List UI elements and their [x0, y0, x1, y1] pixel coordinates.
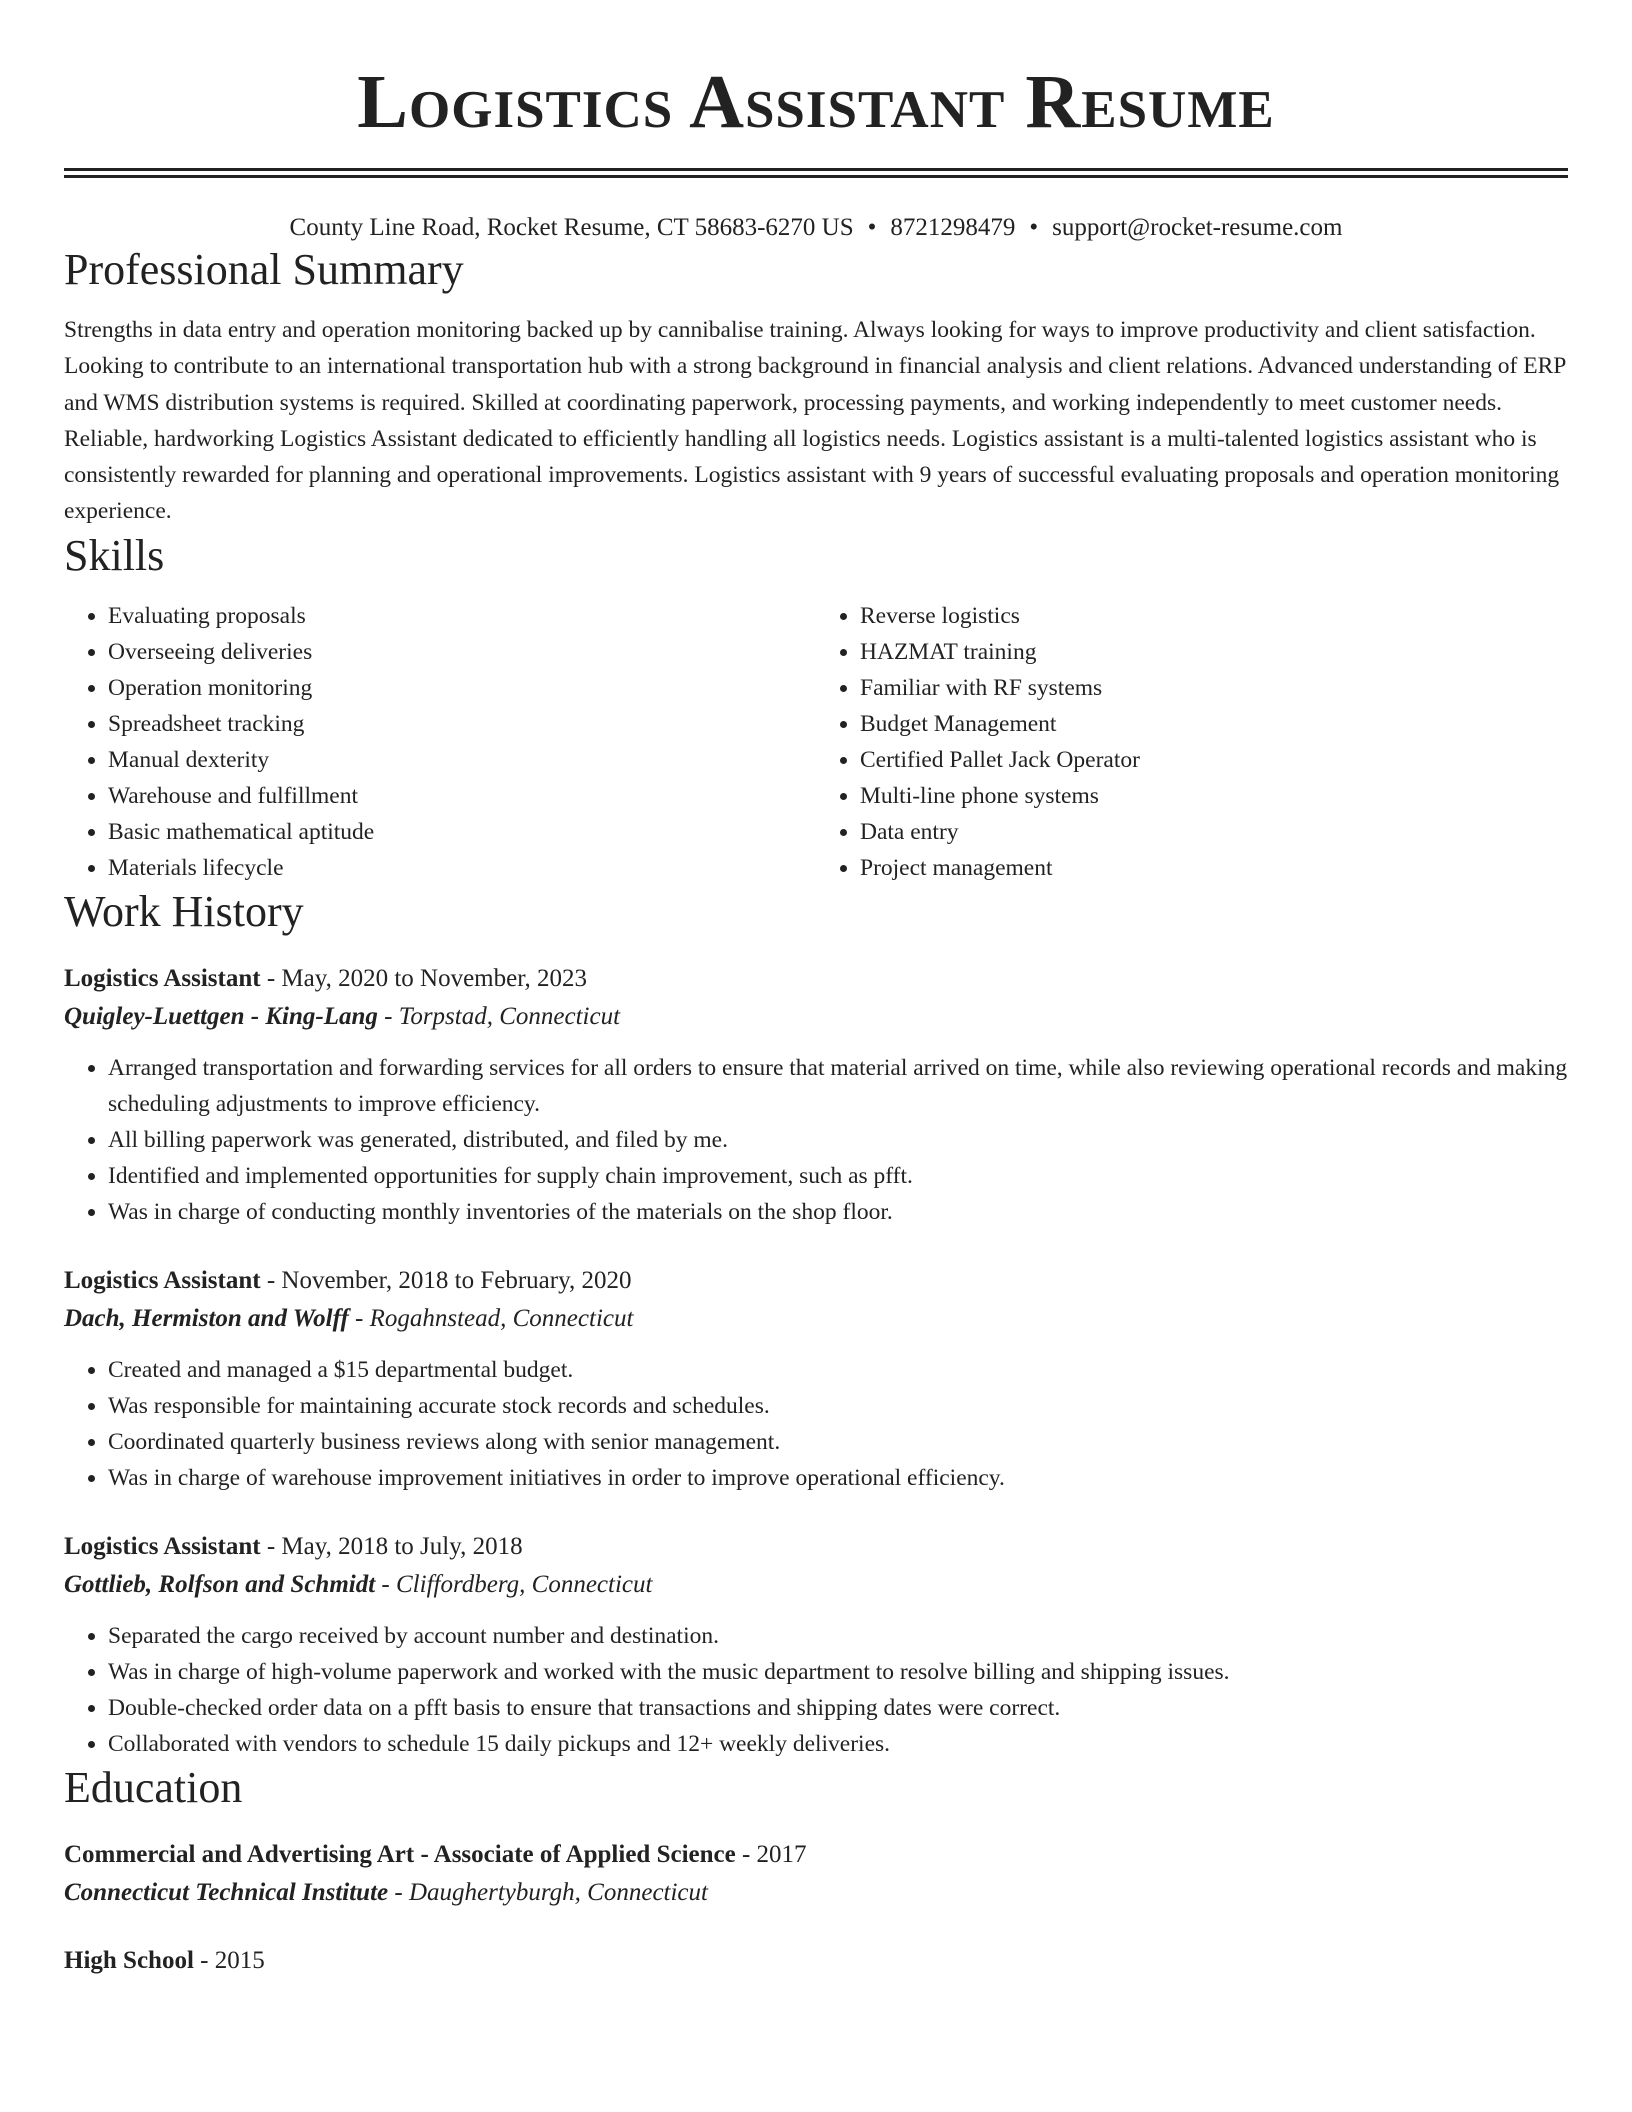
job-company-line [64, 1300, 1568, 1338]
job-bullet: • Was in charge of high-volume paperwork and worked with the music department to resolve billing and shipping issues. [108, 1654, 1568, 1690]
job-entry [64, 1528, 1568, 1762]
contact-line [64, 212, 1568, 244]
skill-item: • Multi-line phone systems [860, 778, 1568, 814]
job-bullets [64, 1618, 1568, 1762]
education-year: - 2015 [193, 1946, 265, 1974]
page-title: Logistics Assistant Resume [357, 60, 1275, 144]
education-degree: Commercial and Advertising Art - Associate of Applied Science [64, 1840, 736, 1868]
education-entry [64, 1836, 1568, 1912]
contact-separator: • [1029, 214, 1039, 241]
title-divider [64, 168, 1568, 178]
summary-heading: Professional Summary [64, 245, 464, 294]
job-bullet: • Identified and implemented opportunities for supply chain improvement, such as pfft. [108, 1158, 1568, 1194]
job-company-line [64, 998, 1568, 1036]
work-history-heading: Work History [64, 886, 304, 936]
skill-item: • Evaluating proposals [108, 598, 816, 634]
education-degree-line [64, 1836, 1568, 1874]
job-bullet: • Coordinated quarterly business reviews along with senior management. [108, 1424, 1568, 1460]
job-location: - Cliffordberg, Connecticut [375, 1570, 653, 1598]
job-location: - Torpstad, Connecticut [377, 1002, 621, 1030]
skills-heading: Skills [64, 530, 165, 580]
education-school: Connecticut Technical Institute [64, 1878, 389, 1906]
skill-item: • Reverse logistics [860, 598, 1568, 634]
job-entry [64, 1262, 1568, 1496]
skill-item: • Materials lifecycle [108, 850, 816, 886]
skill-item: • Budget Management [860, 706, 1568, 742]
job-title: Logistics Assistant [64, 1532, 261, 1560]
skill-item: • Basic mathematical aptitude [108, 814, 816, 850]
skill-item: • Project management [860, 850, 1568, 886]
job-bullet: • Was in charge of warehouse improvement initiatives in order to improve operational efficiency. [108, 1460, 1568, 1496]
job-dates: - May, 2020 to November, 2023 [260, 964, 588, 992]
job-bullet: • Was in charge of conducting monthly inventories of the materials on the shop floor. [108, 1194, 1568, 1230]
education-school-line [64, 1874, 1568, 1912]
job-company: Quigley-Luettgen - King-Lang [64, 1002, 378, 1030]
job-bullet: • Was responsible for maintaining accurate stock records and schedules. [108, 1388, 1568, 1424]
job-title-line [64, 960, 1568, 998]
job-company-line [64, 1566, 1568, 1604]
job-bullets [64, 1050, 1568, 1230]
skill-item: • Warehouse and fulfillment [108, 778, 816, 814]
job-company: Gottlieb, Rolfson and Schmidt [64, 1570, 376, 1598]
job-entry [64, 960, 1568, 1230]
job-bullet: • Double-checked order data on a pfft basis to ensure that transactions and shipping dates were correct. [108, 1690, 1568, 1726]
job-bullets [64, 1352, 1568, 1496]
job-title-line [64, 1528, 1568, 1566]
contact-email: support@rocket-resume.com [1052, 214, 1343, 241]
job-bullet: • Arranged transportation and forwarding services for all orders to ensure that material arrived on time, while also reviewing operational records and making scheduling adjustments to improve efficiency. [108, 1050, 1568, 1122]
skill-item: • Operation monitoring [108, 670, 816, 706]
contact-address: County Line Road, Rocket Resume, CT 58683-6270 US [289, 214, 854, 241]
job-title: Logistics Assistant [64, 1266, 261, 1294]
skill-item: • HAZMAT training [860, 634, 1568, 670]
job-bullet: • Collaborated with vendors to schedule 15 daily pickups and 12+ weekly deliveries. [108, 1726, 1568, 1762]
job-bullet: • Separated the cargo received by account number and destination. [108, 1618, 1568, 1654]
job-dates: - November, 2018 to February, 2020 [260, 1266, 632, 1294]
job-title: Logistics Assistant [64, 964, 261, 992]
skills-list [64, 598, 1568, 886]
job-bullet: • Created and managed a $15 departmental budget. [108, 1352, 1568, 1388]
contact-phone: 8721298479 [890, 214, 1016, 241]
education-heading: Education [64, 1762, 243, 1812]
education-location: - Daughertyburgh, Connecticut [388, 1878, 708, 1906]
skill-item: • Data entry [860, 814, 1568, 850]
job-location: - Rogahnstead, Connecticut [348, 1304, 634, 1332]
education-year: - 2017 [735, 1840, 807, 1868]
skill-item: • Overseeing deliveries [108, 634, 816, 670]
summary-text: Strengths in data entry and operation monitoring backed up by cannibalise training. Always looking for ways to improve productivity and client satisfaction. Looking to contribute to an international transportation hub with a strong background in financial analysis and client relations. Advanced understanding of ERP and WMS distribution systems is required. Skilled at coordinating paperwork, processing payments, and working independently to meet customer needs. Reliable, hardworking Logistics Assistant dedicated to efficiently handling all logistics needs. Logistics assistant is a multi-talented logistics assistant who is consistently rewarded for planning and operational improvements. Logistics assistant with 9 years of successful evaluating proposals and operation monitoring experience. [64, 317, 1566, 525]
job-dates: - May, 2018 to July, 2018 [260, 1532, 523, 1560]
job-company: Dach, Hermiston and Wolff [64, 1304, 349, 1332]
skills-column-left [64, 598, 816, 886]
skill-item: • Manual dexterity [108, 742, 816, 778]
skills-column-right [816, 598, 1568, 886]
skill-item: • Familiar with RF systems [860, 670, 1568, 706]
job-title-line [64, 1262, 1568, 1300]
contact-separator: • [867, 214, 877, 241]
education-degree-line [64, 1942, 1568, 1980]
education-entry [64, 1942, 1568, 1980]
skill-item: • Certified Pallet Jack Operator [860, 742, 1568, 778]
education-degree: High School [64, 1946, 194, 1974]
job-bullet: • All billing paperwork was generated, distributed, and filed by me. [108, 1122, 1568, 1158]
skill-item: • Spreadsheet tracking [108, 706, 816, 742]
